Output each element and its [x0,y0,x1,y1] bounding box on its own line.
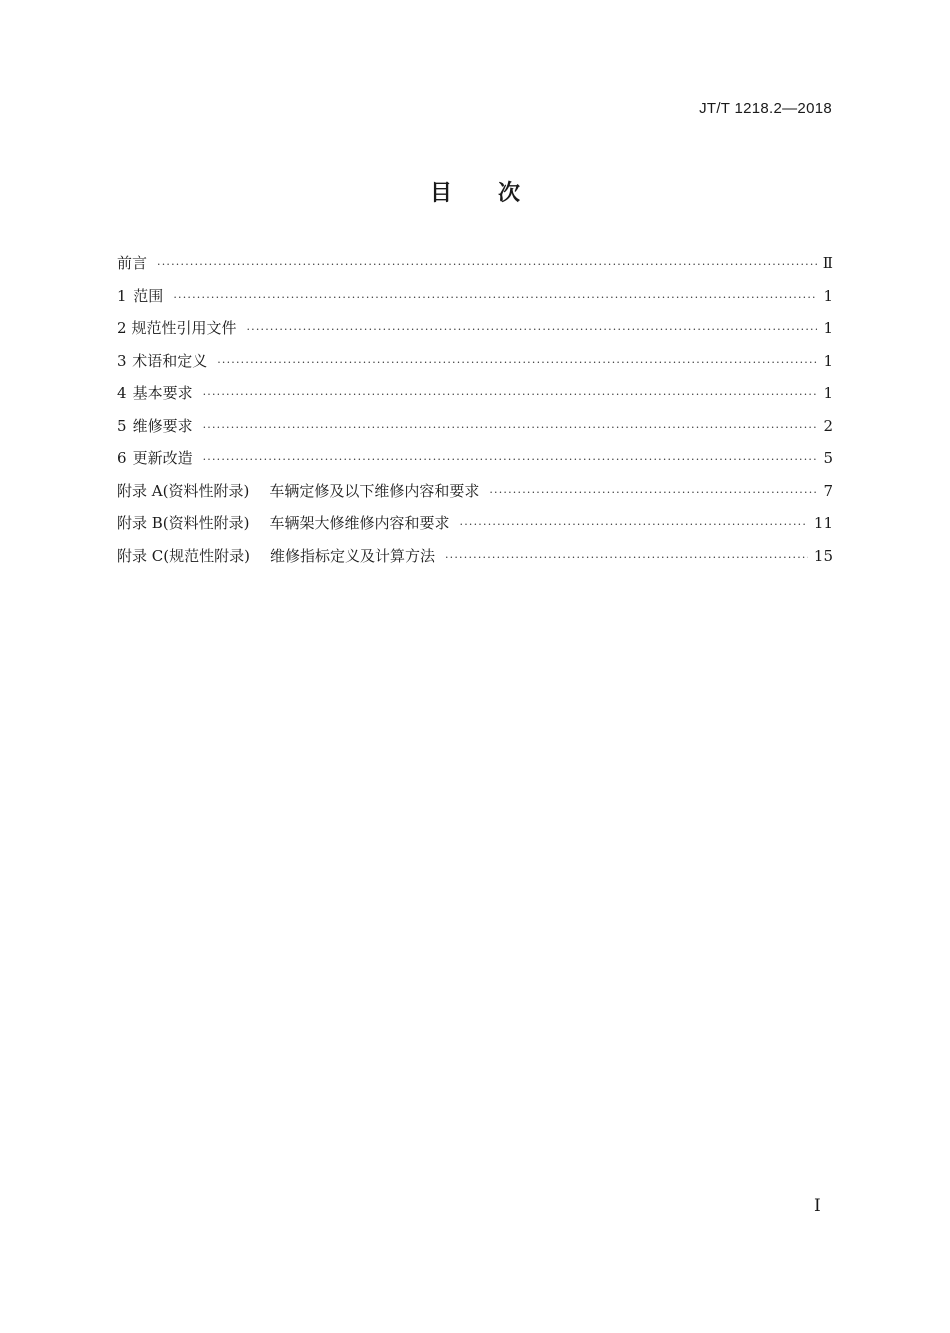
toc-entry-number: 5 [117,416,127,435]
leader-dots [203,421,818,434]
toc-entry-appendix-a[interactable] [117,480,833,513]
toc-entry-label: 术语和定义 [132,351,208,370]
toc-entry-label: 前言 [117,254,148,272]
appendix-prefix: 附录 C(规范性附录) [117,546,250,565]
toc-entry-page: 1 [823,286,833,305]
toc-entry-label: 基本要求 [132,384,193,402]
toc-entry-foreword[interactable] [117,252,833,285]
toc-entry-number: 1 [117,286,127,305]
toc-entry-page: Ⅱ [822,254,833,272]
appendix-title: 维修指标定义及计算方法 [269,546,435,565]
leader-dots [460,518,808,531]
toc-entry-basic-requirements[interactable] [117,382,833,415]
leader-dots [203,453,818,466]
toc-entry-terms[interactable] [117,350,833,383]
toc-entry-label [117,545,435,566]
toc-entry-number: 6 [117,449,127,467]
toc-entry-page: 1 [823,384,833,402]
leader-dots [445,551,808,564]
appendix-prefix: 附录 B(资料性附录) [117,514,250,532]
appendix-title: 车辆架大修维修内容和要求 [269,514,450,532]
toc-entry-number: 3 [117,351,127,370]
toc-entry-page: 2 [823,416,833,435]
toc-entry-label: 规范性引用文件 [131,319,237,337]
toc-entry-number: 4 [117,384,127,402]
toc-entry-page: 1 [823,351,833,370]
leader-dots [157,258,817,271]
toc-entry-label: 范围 [133,286,164,305]
leader-dots [217,356,817,369]
appendix-title: 车辆定修及以下维修内容和要求 [269,481,480,500]
toc-entry-label: 更新改造 [132,449,193,467]
leader-dots [489,486,817,499]
appendix-prefix: 附录 A(资料性附录) [117,481,250,500]
table-of-contents [117,252,833,577]
toc-entry-page: 7 [823,481,833,500]
toc-entry-renovation[interactable] [117,447,833,480]
toc-entry-page: 1 [823,319,833,337]
toc-entry-scope[interactable] [117,285,833,318]
leader-dots [246,323,817,336]
page-number: I [814,1196,821,1216]
toc-entry-appendix-c[interactable] [117,545,833,578]
toc-entry-label [117,480,479,501]
leader-dots [203,388,818,401]
toc-entry-normative-references[interactable] [117,317,833,350]
standard-code: JT/T 1218.2—2018 [699,100,832,117]
toc-entry-number: 2 [117,319,127,337]
toc-entry-maintenance-requirements[interactable] [117,415,833,448]
toc-entry-page: 5 [823,449,833,467]
toc-entry-page: 15 [813,546,833,565]
toc-entry-label: 维修要求 [132,416,193,435]
toc-entry-label [117,512,450,533]
leader-dots [173,291,817,304]
toc-title: 目次 [429,181,566,206]
toc-entry-appendix-b[interactable] [117,512,833,545]
toc-entry-page: 11 [813,514,833,532]
